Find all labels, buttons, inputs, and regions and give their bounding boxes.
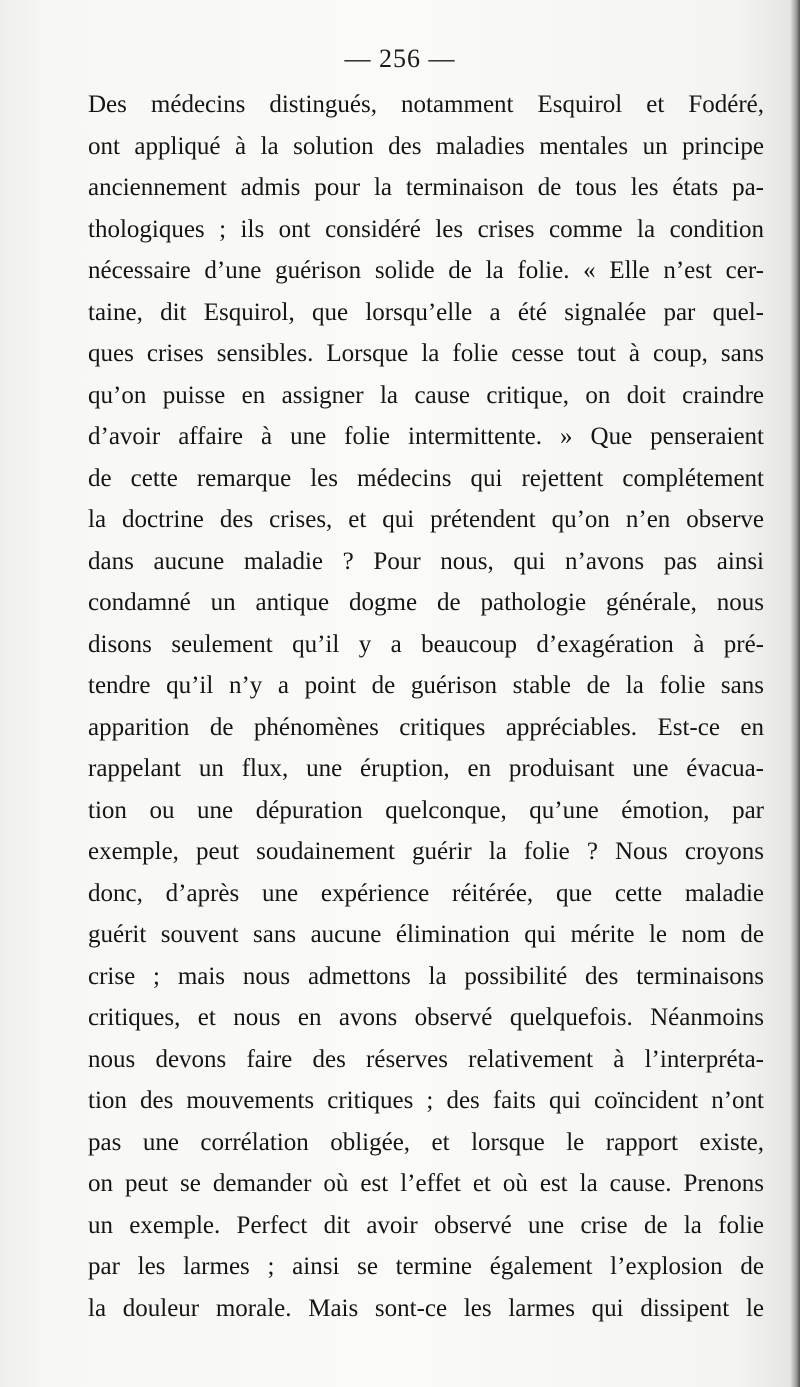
text-line: donc, d’après une expérience réitérée, que cette maladie bbox=[88, 879, 764, 907]
text-line: exemple, peut soudainement guérir la folie ? Nous croyons bbox=[88, 838, 764, 865]
text-line: taine, dit Esquirol, que lorsqu’elle a été signalée par quel- bbox=[88, 298, 764, 326]
page-number: — 256 — bbox=[344, 44, 456, 73]
text-line: critiques, et nous en avons observé quelquefois. Néanmoins bbox=[88, 1004, 764, 1031]
text-line: anciennement admis pour la terminaison de tous les états pa- bbox=[88, 174, 764, 201]
text-line: dans aucune maladie ? Pour nous, qui n’avons pas ainsi bbox=[88, 547, 764, 575]
text-line: Des médecins distingués, notamment Esquirol et Fodéré, bbox=[88, 91, 764, 118]
text-line: par les larmes ; ainsi se termine également l’explosion de bbox=[88, 1253, 764, 1280]
text-line: de cette remarque les médecins qui rejettent complétement bbox=[88, 464, 764, 492]
text-line: tion des mouvements critiques ; des faits qui coïncident n’ont bbox=[88, 1087, 764, 1114]
text-line: la douleur morale. Mais sont-ce les larmes qui dissipent le bbox=[88, 1294, 764, 1322]
text-line: tion ou une dépuration quelconque, qu’une émotion, par bbox=[88, 796, 764, 824]
text-line: rappelant un flux, une éruption, en produisant une évacua- bbox=[88, 755, 764, 782]
body-text bbox=[88, 84, 764, 1329]
text-line: ont appliqué à la solution des maladies mentales un principe bbox=[88, 132, 764, 160]
text-line: nécessaire d’une guérison solide de la folie. « Elle n’est cer- bbox=[88, 257, 764, 284]
text-line: condamné un antique dogme de pathologie générale, nous bbox=[88, 589, 764, 616]
text-line: nous devons faire des réserves relativement à l’interpréta- bbox=[88, 1045, 764, 1073]
text-line: tendre qu’il n’y a point de guérison stable de la folie sans bbox=[88, 672, 764, 699]
text-line: pas une corrélation obligée, et lorsque le rapport existe, bbox=[88, 1128, 764, 1156]
text-line: apparition de phénomènes critiques appréciables. Est-ce en bbox=[88, 713, 764, 741]
text-line: crise ; mais nous admettons la possibilité des terminaisons bbox=[88, 962, 764, 990]
text-line: on peut se demander où est l’effet et où est la cause. Prenons bbox=[88, 1170, 764, 1197]
text-line: d’avoir affaire à une folie intermittente. » Que penseraient bbox=[88, 423, 764, 450]
text-line: un exemple. Perfect dit avoir observé une crise de la folie bbox=[88, 1211, 764, 1239]
text-line: ques crises sensibles. Lorsque la folie cesse tout à coup, sans bbox=[88, 340, 764, 367]
text-line: thologiques ; ils ont considéré les crises comme la condition bbox=[88, 215, 764, 243]
text-line: disons seulement qu’il y a beaucoup d’exagération à pré- bbox=[88, 630, 764, 658]
text-line: la doctrine des crises, et qui prétendent qu’on n’en observe bbox=[88, 506, 764, 533]
page-edge-shadow bbox=[790, 0, 800, 1387]
text-line: qu’on puisse en assigner la cause critique, on doit craindre bbox=[88, 381, 764, 409]
text-line: guérit souvent sans aucune élimination qui mérite le nom de bbox=[88, 921, 764, 948]
